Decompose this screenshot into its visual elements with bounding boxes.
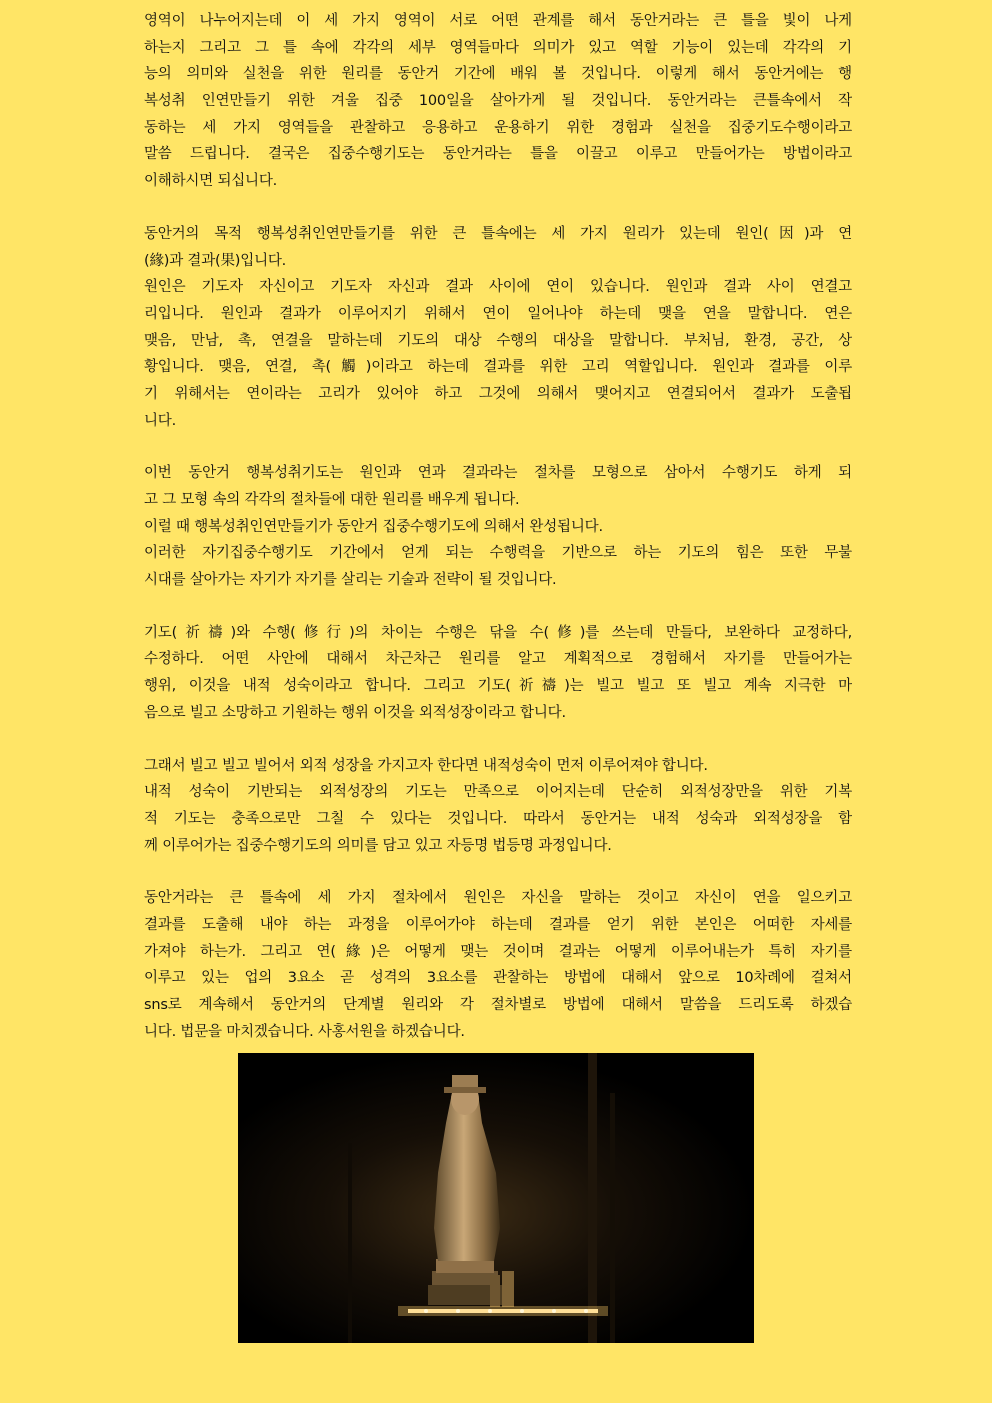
paragraph xyxy=(144,221,852,435)
text-line: 기도(祈禱)와 수행(修行)의 차이는 수행은 닦을 수(修)를 쓰는데 만들다, 보완하다 교정하다, xyxy=(144,624,852,641)
text-line: 원인은 기도자 자신이고 기도자 자신과 결과 사이에 연이 있습니다. 원인과 결과 사이 연결고 xyxy=(144,279,852,296)
paragraph xyxy=(144,460,852,593)
text-line: 행위, 이것을 내적 성숙이라고 합니다. 그리고 기도(祈禱)는 빌고 빌고 또 빌고 계속 지극한 마 xyxy=(144,678,852,695)
text-line: 리입니다. 원인과 결과가 이루어지기 위해서 연이 일어나야 하는데 맺을 연을 말합니다. 연은 xyxy=(144,305,852,322)
text-line: 께 이루어가는 집중수행기도의 의미를 담고 있고 자등명 법등명 과정입니다. xyxy=(144,837,612,854)
text-line: 말씀 드립니다. 결국은 집중수행기도는 동안거라는 틀을 이끌고 이루고 만들어가는 방법이라고 xyxy=(144,146,852,163)
paragraph xyxy=(144,753,852,860)
text-line: 시대를 살아가는 자기가 자기를 살리는 기술과 전략이 될 것입니다. xyxy=(144,572,557,589)
text-line: 적 기도는 충족으로만 그칠 수 있다는 것입니다. 따라서 동안거는 내적 성숙과 외적성장을 함 xyxy=(144,810,852,827)
text-line: 고 그 모형 속의 각각의 절차들에 대한 원리를 배우게 됩니다. xyxy=(144,492,520,508)
text-line: 결과를 도출해 내야 하는 과정을 이루어가야 하는데 결과를 얻기 위한 본인은 어떠한 자세를 xyxy=(144,916,852,933)
document-body xyxy=(144,8,852,1071)
text-line: sns로 계속해서 동안거의 단계별 원리와 각 절차별로 방법에 대해서 말씀을 드리도록 하겠습 xyxy=(144,997,852,1013)
text-line: 황입니다. 맺음, 연결, 촉(觸)이라고 하는데 결과를 위한 고리 역할입니다. 원인과 결과를 이루 xyxy=(144,359,852,376)
text-line: 이럴 때 행복성취인연만들기가 동안거 집중수행기도에 의해서 완성됩니다. xyxy=(144,518,603,535)
text-line: 동하는 세 가지 영역들을 관찰하고 응용하고 운용하기 위한 경험과 실천을 집중기도수행이라고 xyxy=(144,119,852,136)
text-line: 동안거의 목적 행복성취인연만들기를 위한 큰 틀속에는 세 가지 원리가 있는데 원인(因)과 연 xyxy=(144,225,852,242)
text-line: 이러한 자기집중수행기도 기간에서 얻게 되는 수행력을 기반으로 하는 기도의 힘은 또한 무불 xyxy=(144,545,852,562)
text-line: 영역이 나누어지는데 이 세 가지 영역이 서로 어떤 관계를 해서 동안거라는 큰 틀을 빛이 나게 xyxy=(144,13,852,29)
text-line: 기 위해서는 연이라는 고리가 있어야 하고 그것에 의해서 맺어지고 연결되어서 결과가 도출됩 xyxy=(144,385,852,402)
paragraph xyxy=(144,885,852,1045)
text-line: 음으로 빌고 소망하고 기원하는 행위 이것을 외적성장이라고 합니다. xyxy=(144,704,566,721)
paragraph xyxy=(144,8,852,195)
text-line: 맺음, 만남, 촉, 연결을 말하는데 기도의 대상 수행의 대상을 말합니다. 부처님, 환경, 공간, 상 xyxy=(144,332,852,349)
text-line: 수정하다. 어떤 사안에 대해서 차근차근 원리를 알고 계획적으로 경험해서 자기를 만들어가는 xyxy=(144,651,852,668)
text-line: 복성취 인연만들기 위한 겨울 집중 100일을 살아가게 될 것입니다. 동안거라는 큰틀속에서 작 xyxy=(144,93,852,110)
text-line: 이루고 있는 업의 3요소 곧 성격의 3요소를 관찰하는 방법에 대해서 앞으로 10차례에 걸쳐서 xyxy=(144,970,852,987)
text-line: 니다. xyxy=(144,412,177,429)
buddha-statue-image xyxy=(238,1053,754,1343)
text-line: 내적 성숙이 기반되는 외적성장의 기도는 만족으로 이어지는데 단순히 외적성장만을 위한 기복 xyxy=(144,784,852,801)
text-line: 그래서 빌고 빌고 빌어서 외적 성장을 가지고자 한다면 내적성숙이 먼저 이루어져야 합니다. xyxy=(144,757,708,774)
text-line: 하는지 그리고 그 틀 속에 각각의 세부 영역들마다 의미가 있고 역할 기능이 있는데 각각의 기 xyxy=(144,39,852,56)
text-line: 동안거라는 큰 틀속에 세 가지 절차에서 원인은 자신을 말하는 것이고 자신이 연을 일으키고 xyxy=(144,890,852,907)
text-line: 가져야 하는가. 그리고 연(緣)은 어떻게 맺는 것이며 결과는 어떻게 이루어내는가 특히 자기를 xyxy=(144,943,852,960)
buddha-statue-photo xyxy=(238,1053,754,1343)
text-line: 능의 의미와 실천을 위한 원리를 동안거 기간에 배워 볼 것입니다. 이렇게 해서 동안거에는 행 xyxy=(144,66,852,83)
text-line: 이번 동안거 행복성취기도는 원인과 연과 결과라는 절차를 모형으로 삼아서 수행기도 하게 되 xyxy=(144,465,852,482)
text-line: 이해하시면 되십니다. xyxy=(144,173,278,190)
text-line: 니다. 법문을 마치겠습니다. 사홍서원을 하겠습니다. xyxy=(144,1023,465,1040)
text-line: (緣)과 결과(果)입니다. xyxy=(144,252,287,269)
paragraph xyxy=(144,620,852,727)
